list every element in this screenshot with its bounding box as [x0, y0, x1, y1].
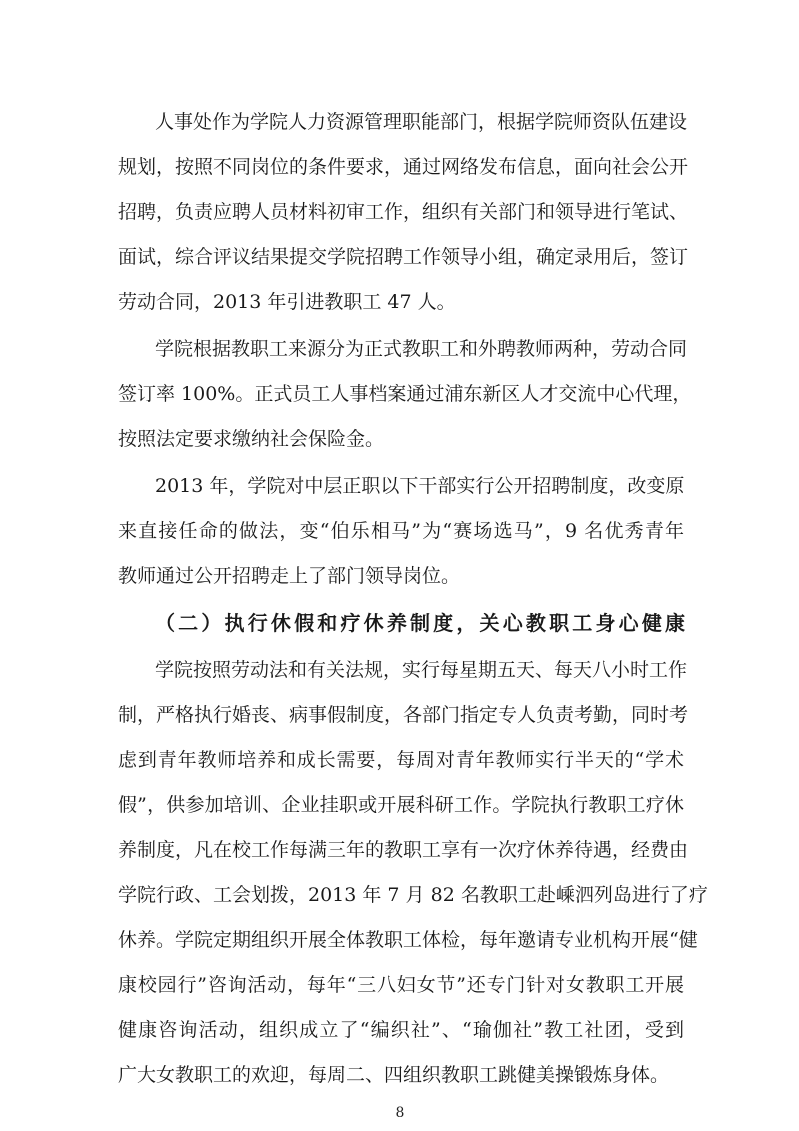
paragraph-2-line-1: 学院根据教职工来源分为正式教职工和外聘教师两种，劳动合同: [155, 338, 688, 360]
section-paragraph-line-8: 康校园行”咨询活动，每年“三八妇女节”还专门针对女教职工开展: [118, 974, 684, 996]
section-paragraph-line-5: 养制度，凡在校工作每满三年的教职工享有一次疗休养待遇，经费由: [118, 839, 689, 861]
paragraph-1-line-5: 劳动合同，2013 年引进教职工 47 人。: [118, 291, 456, 313]
paragraph-3-line-3: 教师通过公开招聘走上了部门领导岗位。: [118, 565, 461, 587]
paragraph-3-line-1: 2013 年，学院对中层正职以下干部实行公开招聘制度，改变原: [155, 475, 685, 497]
section-paragraph-line-10: 广大女教职工的欢迎，每周二、四组织教职工跳健美操锻炼身体。: [118, 1064, 670, 1086]
section-paragraph-line-1: 学院按照劳动法和有关法规，实行每星期五天、每天八小时工作: [155, 659, 688, 681]
section-heading: （二）执行休假和疗休养制度，关心教职工身心健康: [155, 611, 685, 635]
paragraph-1-line-2: 规划，按照不同岗位的条件要求，通过网络发布信息，面向社会公开: [118, 156, 689, 178]
paragraph-3-line-2: 来直接任命的做法，变“伯乐相马”为“赛场选马”，9 名优秀青年: [118, 520, 684, 542]
paragraph-1-line-4: 面试，综合评议结果提交学院招聘工作领导小组，确定录用后，签订: [118, 246, 689, 268]
page-number: 8: [395, 1105, 405, 1121]
paragraph-1-line-1: 人事处作为学院人力资源管理职能部门，根据学院师资队伍建设: [155, 111, 688, 133]
section-paragraph-line-3: 虑到青年教师培养和成长需要，每周对青年教师实行半天的“学术: [118, 749, 684, 771]
section-paragraph-line-2: 制，严格执行婚丧、病事假制度，各部门指定专人负责考勤，同时考: [118, 704, 689, 726]
section-paragraph-line-9: 健康咨询活动，组织成立了“编织社”、“瑜伽社”教工社团，受到: [118, 1019, 684, 1041]
section-paragraph-line-4: 假”，供参加培训、企业挂职或开展科研工作。学院执行教职工疗休: [118, 794, 684, 816]
section-paragraph-line-7: 休养。学院定期组织开展全体教职工体检，每年邀请专业机构开展“健: [118, 929, 698, 951]
paragraph-1-line-3: 招聘，负责应聘人员材料初审工作，组织有关部门和领导进行笔试、: [118, 201, 689, 223]
paragraph-2-line-3: 按照法定要求缴纳社会保险金。: [118, 428, 385, 450]
paragraph-2-line-2: 签订率 100%。正式员工人事档案通过浦东新区人才交流中心代理，: [118, 383, 692, 405]
section-paragraph-line-6: 学院行政、工会划拨，2013 年 7 月 82 名教职工赴嵊泗列岛进行了疗: [118, 884, 708, 906]
